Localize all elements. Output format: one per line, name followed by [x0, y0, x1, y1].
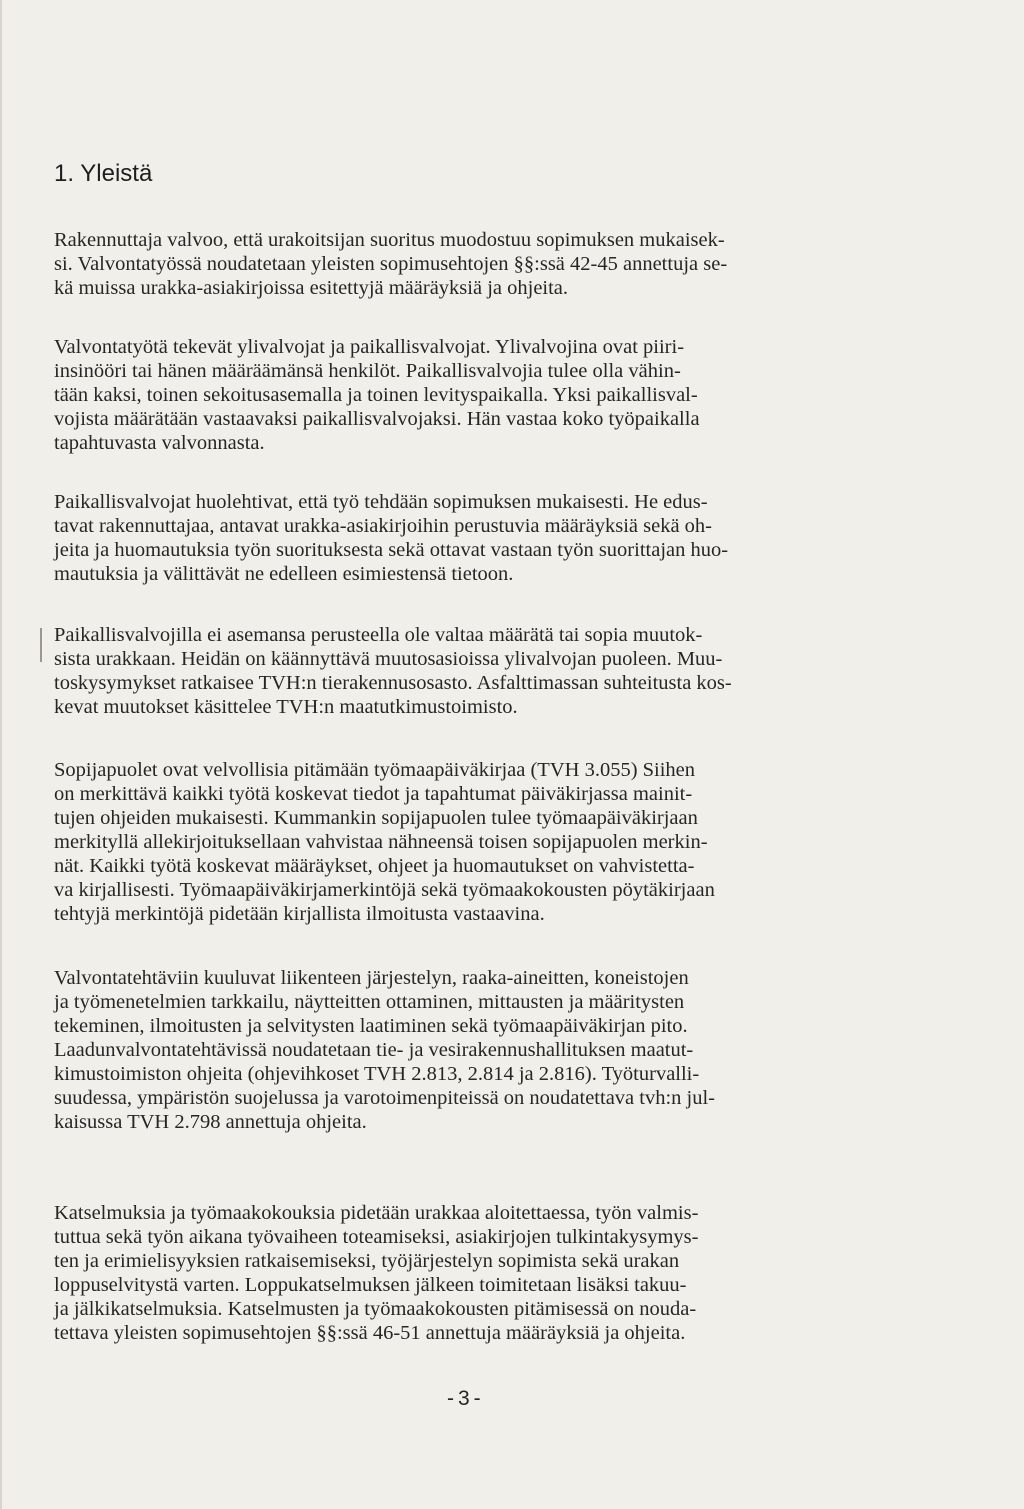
text-line: Paikallisvalvojat huolehtivat, että työ tehdään sopimuksen mukaisesti. He edus-	[54, 491, 708, 513]
text-line: Laadunvalvontatehtävissä noudatetaan tie- ja vesirakennushallituksen maatut-	[54, 1039, 694, 1061]
page-number: -3-	[447, 1387, 485, 1410]
paragraph-inspections	[54, 1201, 934, 1345]
text-line: tettava yleisten sopimusehtojen §§:ssä 46-51 annettuja määräyksiä ja ohjeita.	[54, 1322, 686, 1344]
text-line: nät. Kaikki työtä koskevat määräykset, ohjeet ja huomautukset on vahvistetta-	[54, 855, 695, 877]
margin-mark	[40, 628, 42, 662]
text-line: vojista määrätään vastaavaksi paikallisvalvojaksi. Hän vastaa koko työpaikalla	[54, 408, 700, 430]
text-line: toskysymykset ratkaisee TVH:n tierakennusosasto. Asfalttimassan suhteitusta kos-	[54, 672, 732, 694]
text-line: tekeminen, ilmoitusten ja selvitysten laatiminen sekä työmaapäiväkirjan pito.	[54, 1015, 688, 1037]
text-line: on merkittävä kaikki työtä koskevat tiedot ja tapahtumat päiväkirjassa mainit-	[54, 783, 693, 805]
text-line: kevat muutokset käsittelee TVH:n maatutkimustoimisto.	[54, 696, 518, 718]
text-line: Valvontatehtäviin kuuluvat liikenteen järjestelyn, raaka-aineitten, koneistojen	[54, 967, 689, 989]
text-line: ja jälkikatselmuksia. Katselmusten ja työmaakokousten pitämisessä on nouda-	[54, 1298, 697, 1320]
text-line: ja työmenetelmien tarkkailu, näytteitten ottaminen, mittausten ja määritysten	[54, 991, 685, 1013]
text-line: kaisussa TVH 2.798 annettuja ohjeita.	[54, 1111, 367, 1133]
text-line: sista urakkaan. Heidän on käännyttävä muutosasioissa ylivalvojan puoleen. Muu-	[54, 648, 723, 670]
paragraph-supervisors	[54, 335, 934, 455]
text-line: si. Valvontatyössä noudatetaan yleisten sopimusehtojen §§:ssä 42-45 annettuja se-	[54, 253, 728, 275]
text-line: Valvontatyötä tekevät ylivalvojat ja paikallisvalvojat. Ylivalvojina ovat piiri-	[54, 336, 685, 358]
text-line: tehtyjä merkintöjä pidetään kirjallista ilmoitusta vastaavina.	[54, 903, 545, 925]
text-line: tuttua sekä työn aikana työvaiheen toteamiseksi, asiakirjojen tulkintakysymys-	[54, 1226, 699, 1248]
text-line: jeita ja huomautuksia työn suorituksesta sekä ottavat vastaan työn suorittajan huo-	[54, 539, 729, 561]
text-line: merkityllä allekirjoituksellaan vahvistaa nähneensä toisen sopijapuolen merkin-	[54, 831, 708, 853]
paragraph-general-supervision	[54, 228, 934, 300]
text-line: tavat rakennuttajaa, antavat urakka-asiakirjoihin perustuvia määräyksiä sekä oh-	[54, 515, 713, 537]
text-line: tapahtuvasta valvonnasta.	[54, 432, 265, 454]
text-line: kimustoimiston ohjeita (ohjevihkoset TVH 2.813, 2.814 ja 2.816). Työturvalli-	[54, 1063, 700, 1085]
text-line: Paikallisvalvojilla ei asemansa perusteella ole valtaa määrätä tai sopia muutok-	[54, 624, 703, 646]
text-line: ten ja erimielisyyksien ratkaisemiseksi, työjärjestelyn sopimista sekä urakan	[54, 1250, 680, 1272]
text-line: loppuselvitystä varten. Loppukatselmuksen jälkeen toimitetaan lisäksi takuu-	[54, 1274, 687, 1296]
paragraph-supervision-tasks	[54, 966, 934, 1134]
text-line: Rakennuttaja valvoo, että urakoitsijan suoritus muodostuu sopimuksen mukaisek-	[54, 229, 725, 251]
text-line: tujen ohjeiden mukaisesti. Kummankin sopijapuolen tulee työmaapäiväkirjaan	[54, 807, 698, 829]
text-line: Katselmuksia ja työmaakokouksia pidetään urakkaa aloitettaessa, työn valmis-	[54, 1202, 699, 1224]
text-line: tään kaksi, toinen sekoitusasemalla ja toinen levityspaikalla. Yksi paikallisval-	[54, 384, 698, 406]
paragraph-site-diary	[54, 758, 934, 926]
text-line: insinööri tai hänen määräämänsä henkilöt. Paikallisvalvojia tulee olla vähin-	[54, 360, 681, 382]
section-heading: 1. Yleistä	[54, 160, 153, 187]
text-line: suudessa, ympäristön suojelussa ja varotoimenpiteissä on noudatettava tvh:n jul-	[54, 1087, 716, 1109]
paragraph-changes	[54, 623, 934, 719]
text-line: mautuksia ja välittävät ne edelleen esimiestensä tietoon.	[54, 563, 514, 585]
paragraph-local-supervisors	[54, 490, 934, 586]
text-line: va kirjallisesti. Työmaapäiväkirjamerkintöjä sekä työmaakokousten pöytäkirjaan	[54, 879, 715, 901]
text-line: Sopijapuolet ovat velvollisia pitämään työmaapäiväkirjaa (TVH 3.055) Siihen	[54, 759, 696, 781]
text-line: kä muissa urakka-asiakirjoissa esitettyjä määräyksiä ja ohjeita.	[54, 277, 569, 299]
